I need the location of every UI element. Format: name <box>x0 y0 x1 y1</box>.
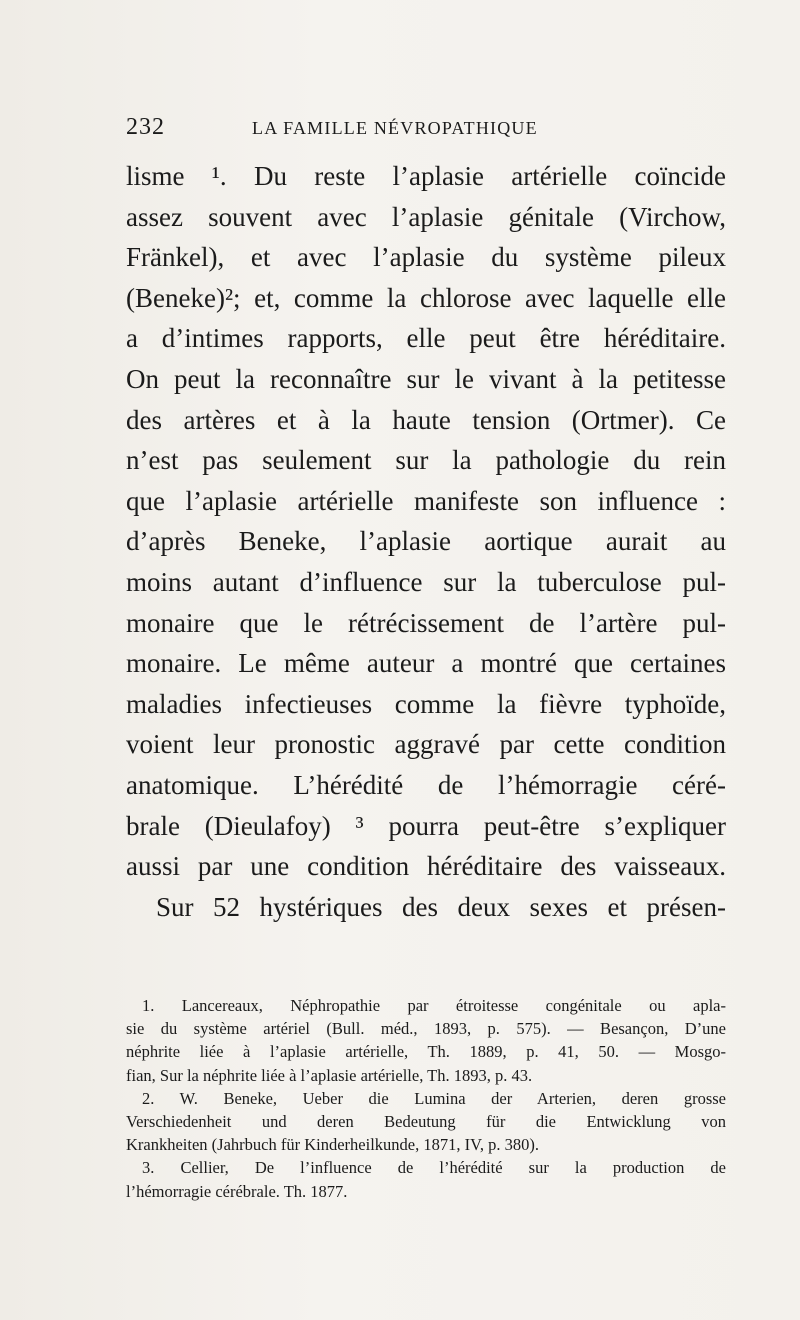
text-line: a d’intimes rapports, elle peut être héréditaire. <box>126 323 726 354</box>
footnotes <box>126 994 726 1203</box>
footnote-line: sie du système artériel (Bull. méd., 1893, p. 575). — Besançon, D’une <box>126 1019 726 1039</box>
text-line: des artères et à la haute tension (Ortmer). Ce <box>126 404 726 435</box>
page-number: 232 <box>126 114 165 140</box>
text-line: monaire que le rétrécissement de l’artère pul- <box>126 607 726 638</box>
text-line: assez souvent avec l’aplasie génitale (Virchow, <box>126 201 726 232</box>
footnote-line: 3. Cellier, De l’influence de l’hérédité sur la production de <box>142 1158 726 1178</box>
text-line: On peut la reconnaître sur le vivant à la petitesse <box>126 363 726 394</box>
footnote-line: l’hémorragie cérébrale. Th. 1877. <box>126 1181 348 1201</box>
running-head: LA FAMILLE NÉVROPATHIQUE <box>252 118 538 138</box>
text-line: d’après Beneke, l’aplasie aortique aurait au <box>126 526 726 557</box>
text-line: brale (Dieulafoy) ³ pourra peut-être s’expliquer <box>126 810 726 841</box>
body-text <box>126 156 726 927</box>
text-line: moins autant d’influence sur la tuberculose pul- <box>126 566 726 597</box>
text-line: lisme ¹. Du reste l’aplasie artérielle coïncide <box>126 161 726 191</box>
text-line: Fränkel), et avec l’aplasie du système pileux <box>126 242 726 273</box>
text-line: (Beneke)²; et, comme la chlorose avec laquelle elle <box>126 282 726 313</box>
footnote-line: néphrite liée à l’aplasie artérielle, Th. 1889, p. 41, 50. — Mosgo- <box>126 1042 726 1062</box>
text-line: voient leur pronostic aggravé par cette condition <box>126 729 726 760</box>
text-line: que l’aplasie artérielle manifeste son influence : <box>126 485 726 516</box>
text-line: maladies infectieuses comme la fièvre typhoïde, <box>126 688 726 719</box>
text-line: anatomique. L’hérédité de l’hémorragie céré- <box>126 769 726 800</box>
footnote-line: fian, Sur la néphrite liée à l’aplasie artérielle, Th. 1893, p. 43. <box>126 1065 533 1085</box>
footnote-line: Krankheiten (Jahrbuch für Kinderheilkunde, 1871, IV, p. 380). <box>126 1135 540 1155</box>
page-header <box>126 114 726 144</box>
footnote-line: 1. Lancereaux, Néphropathie par étroitesse congénitale ou apla- <box>142 996 726 1015</box>
footnote-line: 2. W. Beneke, Ueber die Lumina der Arterien, deren grosse <box>142 1088 726 1108</box>
text-line: monaire. Le même auteur a montré que certaines <box>126 648 726 679</box>
text-line: n’est pas seulement sur la pathologie du rein <box>126 445 726 476</box>
footnote-line: Verschiedenheit und deren Bedeutung für die Entwicklung von <box>126 1111 726 1131</box>
text-line: aussi par une condition héréditaire des vaisseaux. <box>126 851 726 882</box>
text-line: Sur 52 hystériques des deux sexes et présen- <box>156 891 726 922</box>
